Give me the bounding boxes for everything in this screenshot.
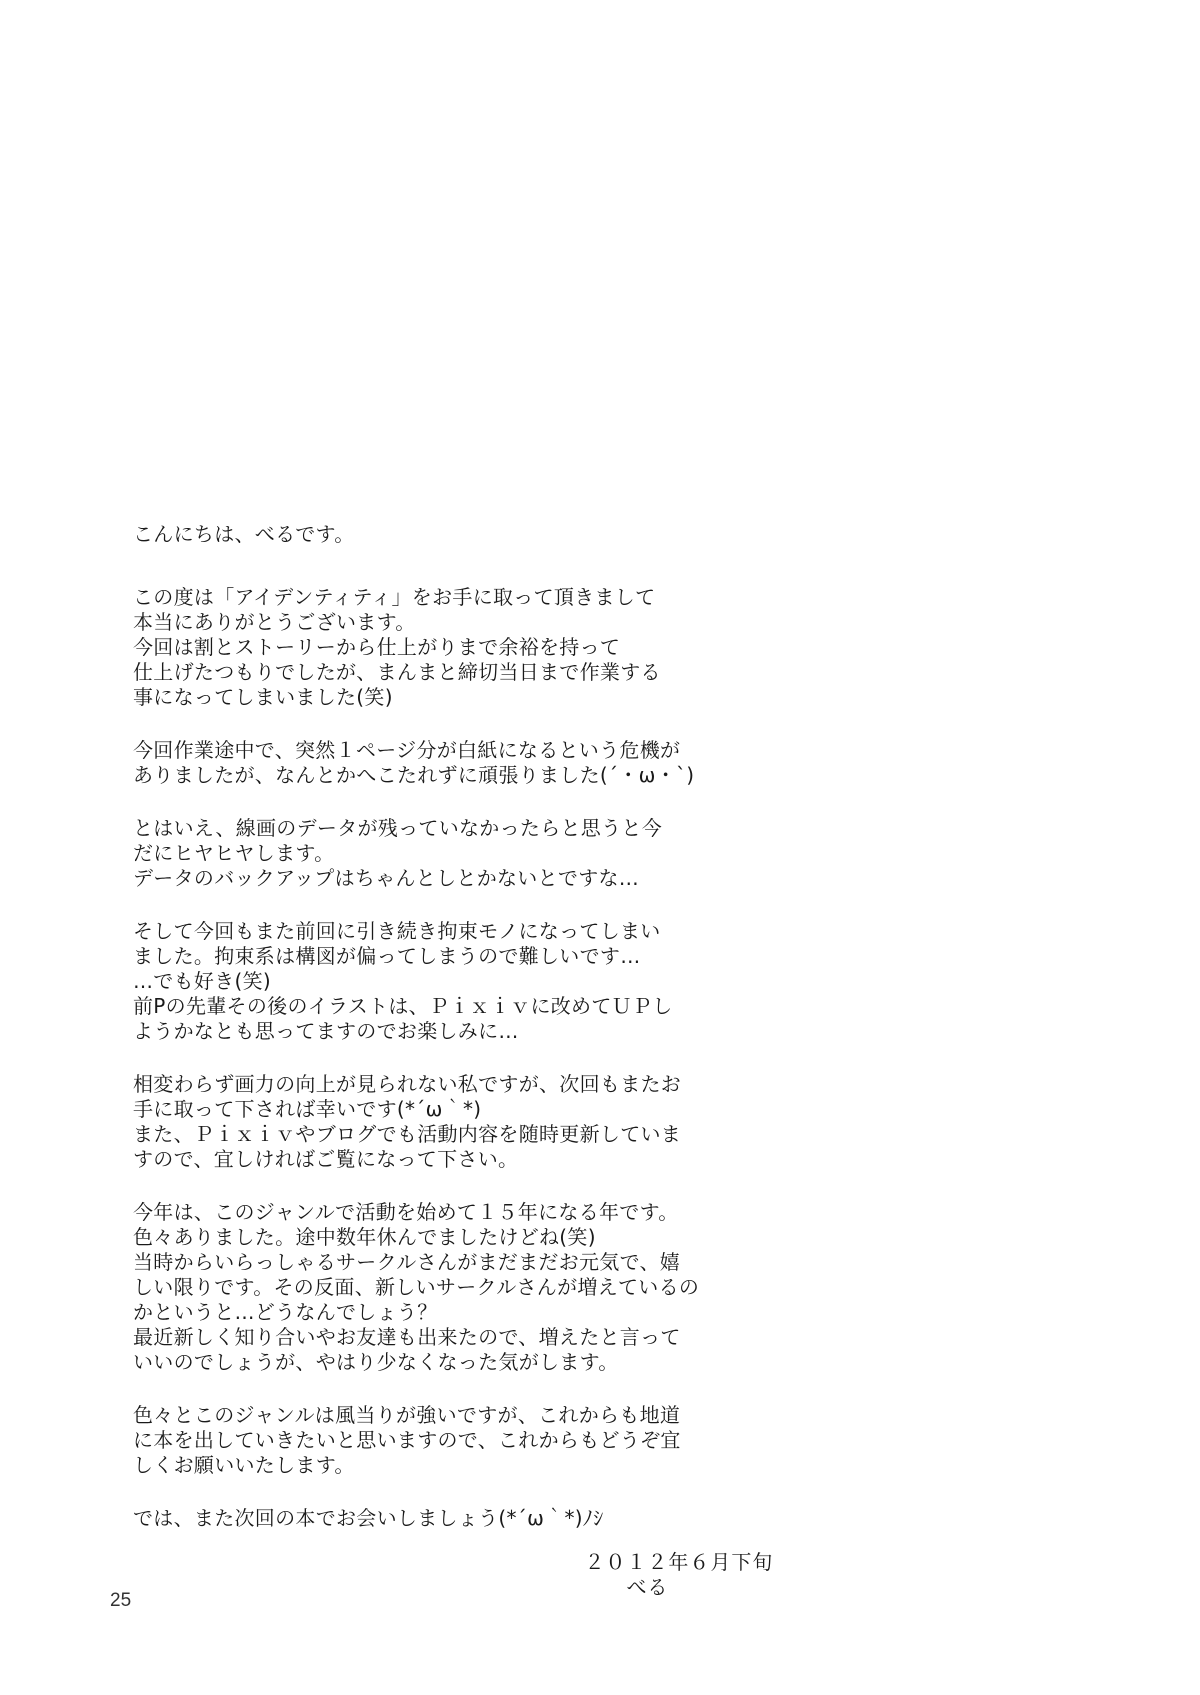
- text-line: …でも好き(笑): [133, 969, 272, 993]
- text-line: 今回作業途中で、突然１ページ分が白紙になるという危機が: [133, 738, 681, 762]
- text-line: しくお願いいたします。: [133, 1453, 355, 1477]
- text-line: かというと…どうなんでしょう？: [133, 1300, 438, 1324]
- text-line: しい限りです。その反面、新しいサークルさんが増えているの: [133, 1275, 700, 1299]
- text-line: 最近新しく知り合いやお友達も出来たので、増えたと言って: [133, 1325, 681, 1349]
- signature-author: べる: [626, 1575, 669, 1599]
- signature-date: ２０１２年６月下旬: [584, 1550, 774, 1574]
- text-line: 色々とこのジャンルは風当りが強いですが、これからも地道: [133, 1403, 681, 1427]
- text-line: ありましたが、なんとかへこたれずに頑張りました(´・ω・`): [133, 763, 695, 787]
- text-line: とはいえ、線画のデータが残っていなかったらと思うと今: [133, 816, 662, 840]
- closing-line: では、また次回の本でお会いしましょう(*´ω｀*)ﾉｼ: [133, 1506, 604, 1530]
- text-line: 当時からいらっしゃるサークルさんがまだまだお元気で、嬉: [133, 1250, 681, 1274]
- greeting-line: こんにちは、べるです。: [133, 522, 355, 546]
- text-line: 色々ありました。途中数年休んでましたけどね(笑): [133, 1225, 596, 1249]
- paragraph-4: [133, 919, 753, 1044]
- page-number: 25: [110, 1590, 132, 1611]
- text-line: また、Ｐｉｘｉｖやブログでも活動内容を随時更新していま: [133, 1122, 682, 1146]
- text-line: すので、宜しければご覧になって下さい。: [133, 1147, 519, 1171]
- text-line: 今回は割とストーリーから仕上がりまで余裕を持って: [133, 635, 621, 659]
- text-line: いいのでしょうが、やはり少なくなった気がします。: [133, 1350, 619, 1374]
- paragraph-5: [133, 1072, 753, 1172]
- text-line: データのバックアップはちゃんとしとかないとですな…: [133, 866, 640, 890]
- paragraph-2: [133, 738, 753, 788]
- text-line: 仕上げたつもりでしたが、まんまと締切当日まで作業する: [133, 660, 661, 684]
- text-line: 手に取って下されば幸いです(*´ω｀*): [133, 1097, 482, 1121]
- paragraph-6: [133, 1200, 753, 1375]
- text-line: 事になってしまいました(笑): [133, 685, 393, 709]
- text-line: 本当にありがとうございます。: [133, 610, 416, 634]
- text-line: に本を出していきたいと思いますので、これからもどうぞ宜: [133, 1428, 681, 1452]
- signature: [555, 1525, 773, 1625]
- text-line: 今年は、このジャンルで活動を始めて１５年になる年です。: [133, 1200, 679, 1224]
- text-line: 相変わらず画力の向上が見られない私ですが、次回もまたお: [133, 1072, 682, 1096]
- text-line: 前Pの先輩その後のイラストは、Ｐｉｘｉｖに改めてＵＰし: [133, 994, 673, 1018]
- paragraph-7: [133, 1403, 753, 1478]
- paragraph-1: [133, 585, 753, 710]
- text-line: ようかなとも思ってますのでお楽しみに…: [133, 1019, 519, 1043]
- text-line: そして今回もまた前回に引き続き拘束モノになってしまい: [133, 919, 661, 943]
- text-line: この度は「アイデンティティ」をお手に取って頂きまして: [133, 585, 656, 609]
- paragraph-3: [133, 816, 753, 891]
- afterword-text: [133, 522, 753, 1531]
- text-line: だにヒヤヒヤします。: [133, 841, 335, 865]
- text-line: ました。拘束系は構図が偏ってしまうので難しいです…: [133, 944, 641, 968]
